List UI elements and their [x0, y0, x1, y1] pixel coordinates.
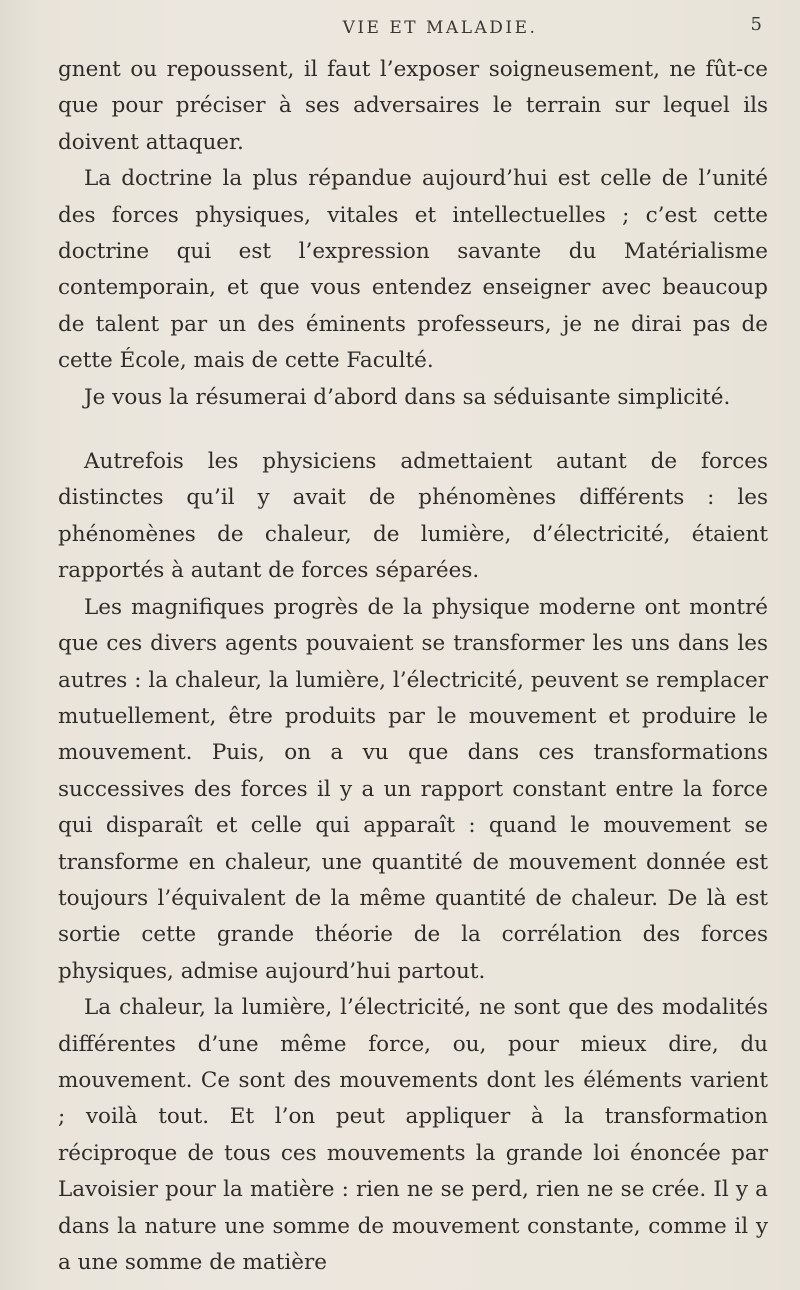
paragraph-continuation: gnent ou repoussent, il faut l’exposer soigneusement, ne fût-ce que pour préciser à ses adversaires le terrain sur lequel ils doivent attaquer. [58, 57, 768, 155]
paragraph-progress: Les magnifiques progrès de la physique moderne ont montré que ces divers agents pouvaient se transformer les uns dans les autres : la chaleur, la lumière, l’électricité, peuvent se remplacer mutuellement, être produits par le mouvement et produire le mouvement. Puis, on a vu que dans ces transformations successives des forces il y a un rapport constant entre la force qui disparaît et celle qui apparaît : quand le mouvement se transforme en chaleur, une quantité de mouvement donnée est toujours l’équivalent de la même quantité de chaleur. De là est sortie cette grande théorie de la corrélation des forces physiques, admise aujourd’hui partout. [58, 594, 768, 984]
paragraph-doctrine: La doctrine la plus répandue aujourd’hui est celle de l’unité des forces physiques, vitales et intellectuelles ; c’est cette doctrine qui est l’expression savante du Matérialisme contemporain, et que vous entendez enseigner avec beaucoup de talent par un des éminents professeurs, je ne dirai pas de cette École, mais de cette Faculté. [58, 166, 768, 374]
paragraph-summary: Je vous la résumerai d’abord dans sa séduisante simplicité. [84, 384, 731, 410]
running-title: VIE ET MALADIE. [342, 18, 538, 38]
paragraph-modalities: La chaleur, la lumière, l’électricité, ne sont que des modalités différentes d’une même force, ou, pour mieux dire, du mouvement. Ce sont des mouvements dont les éléments varient ; voilà tout. Et l’on peut appliquer à la transformation réciproque de tous ces mouvements la grande loi énoncée par Lavoisier pour la matière : rien ne se perd, rien ne se crée. Il y a dans la nature une somme de mouvement constante, comme il y a une somme de matière [58, 995, 768, 1275]
page-number: 5 [750, 14, 762, 35]
body-text [58, 52, 768, 1281]
paragraph-physicists: Autrefois les physiciens admettaient autant de forces distinctes qu’il y avait de phénomènes différents : les phénomènes de chaleur, de lumière, d’électricité, étaient rapportés à autant de forces séparées. [58, 449, 768, 584]
running-head [0, 14, 800, 40]
